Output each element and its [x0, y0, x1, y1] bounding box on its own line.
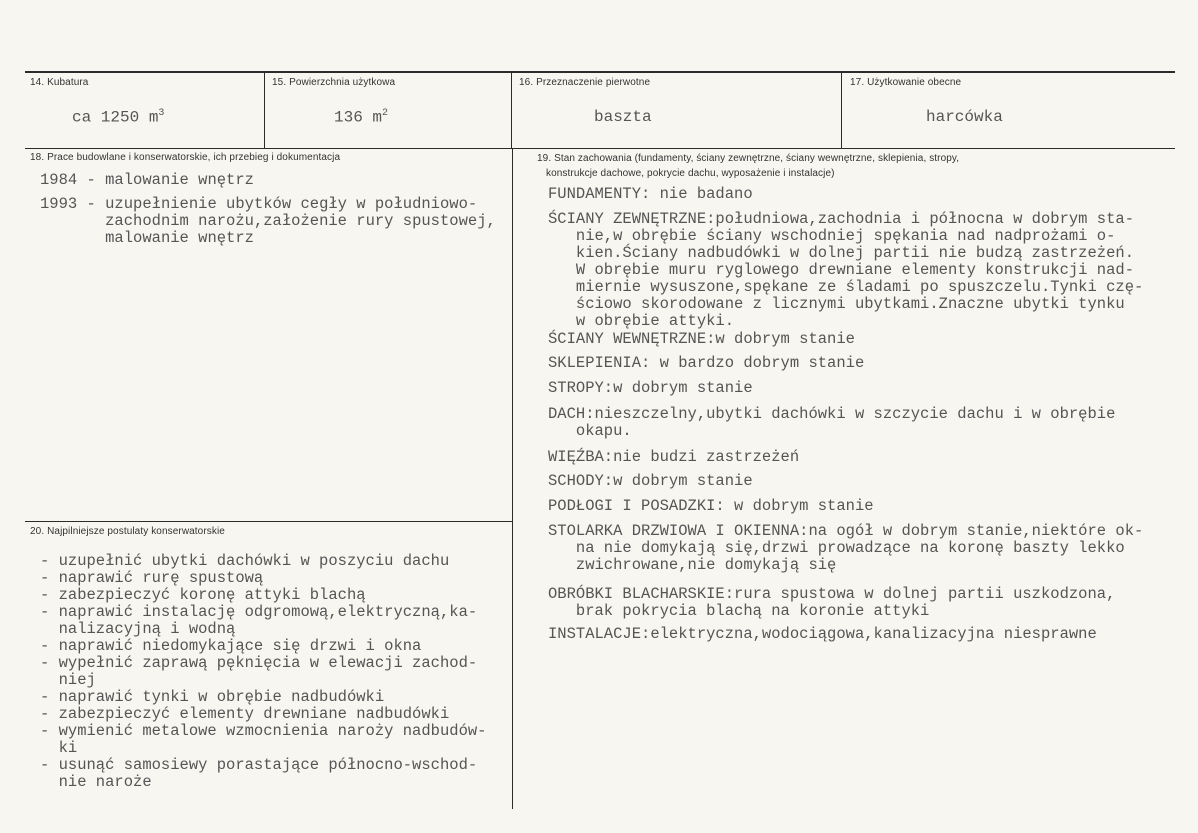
uzytkowanie-value: harcówka [926, 108, 1003, 126]
divider-18-19 [512, 149, 513, 809]
condition-item: DACH:nieszczelny,ubytki dachówki w szczycie dachu i w obrębie okapu. [548, 405, 1116, 440]
divider-16-17 [841, 73, 842, 148]
powierzchnia-unit-exponent: 2 [382, 108, 389, 119]
condition-item: FUNDAMENTY: nie badano [548, 185, 753, 203]
condition-item: WIĘŹBA:nie budzi zastrzeżeń [548, 448, 800, 466]
list-item: - naprawić rurę spustową [40, 569, 264, 587]
kubatura-value [72, 108, 164, 126]
list-item: - zabezpieczyć koronę attyki blachą [40, 586, 366, 604]
condition-item: STROPY:w dobrym stanie [548, 379, 753, 397]
divider-15-16 [511, 73, 512, 148]
section20-top-rule [25, 521, 512, 522]
przeznaczenie-label: 16. Przeznaczenie pierwotne [519, 77, 651, 88]
condition-item: INSTALACJE:elektryczna,wodociągowa,kanalizacyjna niesprawne [548, 625, 1097, 643]
condition-item: STOLARKA DRZWIOWA I OKIENNA:na ogół w dobrym stanie,niektóre ok- na nie domykają się,drzwi prowadzące na koronę baszty lekko zwichrowane,nie domykają się [548, 522, 1144, 574]
entry-year: 1993 [40, 195, 78, 213]
list-item: - naprawić niedomykające się drzwi i okna [40, 637, 422, 655]
condition-item: ŚCIANY ZEWNĘTRZNE:południowa,zachodnia i północna w dobrym sta- nie,w obrębie ściany wschodniej spękania nad nadprożami o- kien.Ściany nadbudówki w dolnej partii nie budzą zastrzeżeń. W obrębie muru ryglowego drewniane elementy konstrukcji nad- miernie wysuszone,spękane ze śladami po spuszczelu.Tynki czę- ściowo skorodowane z licznymi ubytkami.Znaczne ubytki tynku w obrębie attyki. [548, 210, 1144, 330]
condition-item: SKLEPIENIA: w bardzo dobrym stanie [548, 354, 865, 372]
condition-item: OBRÓBKI BLACHARSKIE:rura spustowa w dolnej partii uszkodzona, brak pokrycia blachą na koronie attyki [548, 585, 1116, 620]
powierzchnia-label: 15. Powierzchnia użytkowa [272, 77, 396, 88]
section19-label-line1: 19. Stan zachowania (fundamenty, ściany zewnętrzne, ściany wewnętrzne, sklepienia, stropy, [537, 153, 960, 164]
uzytkowanie-label: 17. Użytkowanie obecne [850, 77, 962, 88]
kubatura-number: ca 1250 m [72, 108, 159, 127]
row1-bottom-rule [25, 148, 1175, 149]
przeznaczenie-value: baszta [594, 108, 652, 126]
section18-entry [40, 196, 496, 247]
condition-item: SCHODY:w dobrym stanie [548, 472, 753, 490]
list-item: - naprawić instalację odgromową,elektryczną,ka- nalizacyjną i wodną [40, 603, 478, 638]
entry-year: 1984 [40, 171, 78, 189]
condition-item: ŚCIANY WEWNĘTRZNE:w dobrym stanie [548, 330, 855, 348]
list-item: - zabezpieczyć elementy drewniane nadbudówki [40, 705, 450, 723]
powierzchnia-number: 136 m [334, 108, 383, 127]
list-item: - uzupełnić ubytki dachówki w poszyciu dachu [40, 552, 450, 570]
list-item: - usunąć samosiewy porastające północno-wschod- nie naroże [40, 756, 478, 791]
condition-item: PODŁOGI I POSADZKI: w dobrym stanie [548, 497, 874, 515]
section19-label-line2: konstrukcje dachowe, pokrycie dachu, wyposażenie i instalacje) [546, 168, 835, 179]
powierzchnia-value [334, 108, 388, 126]
list-item: - wymienić metalowe wzmocnienia naroży nadbudów- ki [40, 722, 487, 757]
section18-label: 18. Prace budowlane i konserwatorskie, ich przebieg i dokumentacja [30, 152, 341, 163]
entry-text: - uzupełnienie ubytków cegły w południowo- zachodnim narożu,założenie rury spustowej, malowanie wnętrz [86, 195, 496, 247]
divider-14-15 [264, 73, 265, 148]
list-item: - naprawić tynki w obrębie nadbudówki [40, 688, 385, 706]
section18-entry [40, 172, 254, 189]
section20-label: 20. Najpilniejsze postulaty konserwatorskie [30, 526, 225, 537]
postulates-list [40, 553, 486, 791]
top-rule [25, 71, 1175, 73]
entry-text: - malowanie wnętrz [86, 171, 254, 189]
kubatura-unit-exponent: 3 [158, 108, 165, 119]
list-item: - wypełnić zaprawą pęknięcia w elewacji zachod- niej [40, 654, 478, 689]
kubatura-label: 14. Kubatura [30, 77, 89, 88]
